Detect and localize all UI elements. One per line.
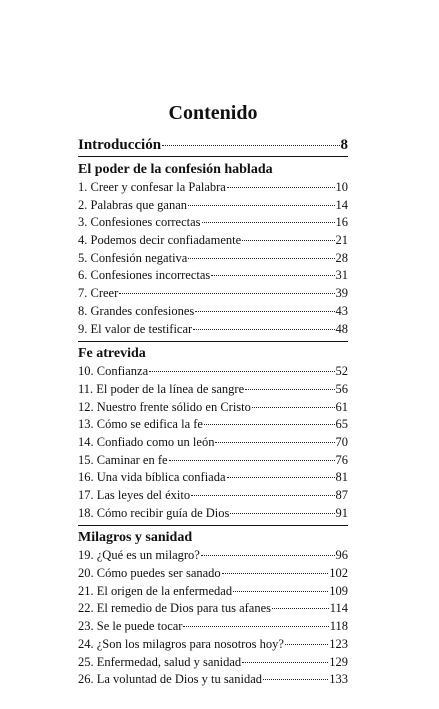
entry-page-number: 61 bbox=[335, 399, 348, 414]
toc-entry bbox=[78, 399, 348, 417]
entry-page-number: 43 bbox=[335, 303, 348, 318]
entry-page-number: 118 bbox=[329, 619, 348, 634]
dot-leader bbox=[204, 424, 335, 425]
entry-label: 20. Cómo puedes ser sanado bbox=[78, 566, 221, 581]
dot-leader bbox=[242, 240, 334, 241]
toc-entry bbox=[78, 197, 348, 215]
entry-label: 3. Confesiones correctas bbox=[78, 215, 201, 230]
toc-entry bbox=[78, 363, 348, 381]
dot-leader bbox=[188, 205, 335, 206]
dot-leader bbox=[202, 222, 335, 223]
dot-leader bbox=[119, 293, 334, 294]
entry-page-number: 87 bbox=[335, 488, 348, 502]
entry-page-number: 123 bbox=[329, 636, 348, 651]
toc-entry bbox=[78, 285, 348, 303]
dot-leader bbox=[193, 329, 334, 330]
entry-label: 6. Confesiones incorrectas bbox=[78, 268, 211, 283]
entry-page-number: 109 bbox=[329, 583, 348, 598]
entry-label: 12. Nuestro frente sólido en Cristo bbox=[78, 399, 251, 414]
entry-page-number: 76 bbox=[335, 452, 348, 467]
entry-page-number: 16 bbox=[335, 215, 348, 230]
toc-entry bbox=[78, 416, 348, 434]
dot-leader bbox=[149, 371, 334, 372]
toc-entry bbox=[78, 618, 348, 636]
entry-label: 26. La voluntad de Dios y tu sanidad bbox=[78, 672, 262, 687]
table-of-contents bbox=[78, 100, 348, 692]
toc-entry bbox=[78, 321, 348, 339]
entry-label: 9. El valor de testificar bbox=[78, 321, 193, 336]
dot-leader bbox=[230, 513, 334, 514]
entry-page-number: 28 bbox=[335, 250, 348, 265]
entry-page-number: 65 bbox=[335, 417, 348, 432]
dot-leader bbox=[242, 662, 328, 663]
entry-label: 14. Confiado como un león bbox=[78, 434, 215, 449]
dot-leader bbox=[263, 679, 328, 680]
entry-label: 25. Enfermedad, salud y sanidad bbox=[78, 654, 242, 669]
entry-label: 16. Una vida bíblica confiada bbox=[78, 470, 226, 485]
toc-entry bbox=[78, 214, 348, 232]
toc-entry bbox=[78, 487, 348, 505]
dot-leader bbox=[183, 626, 328, 627]
entry-page-number: 39 bbox=[335, 286, 348, 301]
entry-page-number: 10 bbox=[335, 180, 348, 194]
toc-entry bbox=[78, 469, 348, 487]
entry-label: 2. Palabras que ganan bbox=[78, 197, 187, 212]
dot-leader bbox=[215, 442, 334, 443]
toc-title: Contenido bbox=[168, 102, 258, 124]
entry-page-number: 70 bbox=[335, 434, 348, 449]
toc-entry bbox=[78, 505, 348, 523]
entry-page-number: 102 bbox=[329, 566, 348, 581]
entry-label: 17. Las leyes del éxito bbox=[78, 488, 191, 502]
entry-page-number: 21 bbox=[335, 233, 348, 248]
section-title: Fe atrevida bbox=[78, 346, 146, 362]
dot-leader bbox=[233, 591, 328, 592]
toc-entry bbox=[78, 600, 348, 618]
entry-label: 15. Caminar en fe bbox=[78, 452, 168, 467]
dot-leader bbox=[227, 187, 335, 188]
entry-label: 7. Creer bbox=[78, 286, 119, 301]
toc-entry bbox=[78, 452, 348, 470]
toc-entry bbox=[78, 636, 348, 654]
entry-label: 10. Confianza bbox=[78, 364, 149, 379]
toc-entry bbox=[78, 654, 348, 672]
toc-entry-introduction bbox=[78, 136, 348, 157]
entry-page-number: 91 bbox=[335, 505, 348, 520]
entry-label: 21. El origen de la enfermedad bbox=[78, 583, 233, 598]
entry-page-number: 114 bbox=[329, 601, 348, 616]
entry-page-number: 96 bbox=[335, 548, 348, 563]
entry-label: 8. Grandes confesiones bbox=[78, 303, 195, 318]
toc-entry bbox=[78, 583, 348, 601]
entry-page-number: 14 bbox=[335, 197, 348, 212]
toc-section-confesion bbox=[78, 161, 348, 342]
dot-leader bbox=[162, 145, 339, 146]
dot-leader bbox=[285, 644, 328, 645]
entry-label: 24. ¿Son los milagros para nosotros hoy? bbox=[78, 636, 284, 651]
entry-label: Introducción bbox=[78, 137, 162, 153]
toc-entry bbox=[78, 179, 348, 197]
entry-label: 19. ¿Qué es un milagro? bbox=[78, 548, 200, 563]
toc-entry bbox=[78, 565, 348, 583]
section-title: El poder de la confesión hablada bbox=[78, 162, 273, 177]
dot-leader bbox=[227, 477, 335, 478]
toc-entry bbox=[78, 547, 348, 565]
toc-section-fe-atrevida bbox=[78, 345, 348, 526]
entry-label: 18. Cómo recibir guía de Dios bbox=[78, 505, 230, 520]
entry-page-number: 56 bbox=[335, 381, 348, 396]
dot-leader bbox=[222, 573, 329, 574]
entry-page-number: 133 bbox=[329, 672, 348, 687]
dot-leader bbox=[201, 555, 335, 556]
dot-leader bbox=[272, 608, 329, 609]
dot-leader bbox=[188, 258, 334, 259]
entry-page-number: 81 bbox=[335, 470, 348, 485]
entry-label: 5. Confesión negativa bbox=[78, 250, 188, 265]
toc-entry bbox=[78, 381, 348, 399]
entry-label: 1. Creer y confesar la Palabra bbox=[78, 180, 226, 194]
entry-label: 13. Cómo se edifica la fe bbox=[78, 417, 203, 432]
toc-entry bbox=[78, 434, 348, 452]
dot-leader bbox=[169, 460, 335, 461]
entry-label: 23. Se le puede tocar bbox=[78, 619, 183, 634]
toc-entry bbox=[78, 303, 348, 321]
entry-label: 11. El poder de la línea de sangre bbox=[78, 381, 245, 396]
entry-label: 4. Podemos decir confiadamente bbox=[78, 233, 242, 248]
entry-label: 22. El remedio de Dios para tus afanes bbox=[78, 601, 271, 616]
entry-page-number: 52 bbox=[335, 364, 348, 379]
entry-page-number: 31 bbox=[335, 268, 348, 283]
dot-leader bbox=[211, 275, 334, 276]
dot-leader bbox=[191, 495, 334, 496]
dot-leader bbox=[195, 311, 334, 312]
toc-section-milagros bbox=[78, 529, 348, 689]
dot-leader bbox=[252, 407, 335, 408]
toc-entry bbox=[78, 671, 348, 689]
dot-leader bbox=[245, 389, 334, 390]
toc-entry bbox=[78, 250, 348, 268]
entry-page-number: 129 bbox=[329, 654, 348, 669]
toc-entry bbox=[78, 267, 348, 285]
entry-page-number: 8 bbox=[340, 137, 348, 153]
entry-page-number: 48 bbox=[335, 321, 348, 336]
toc-entry bbox=[78, 232, 348, 250]
section-title: Milagros y sanidad bbox=[78, 530, 193, 546]
